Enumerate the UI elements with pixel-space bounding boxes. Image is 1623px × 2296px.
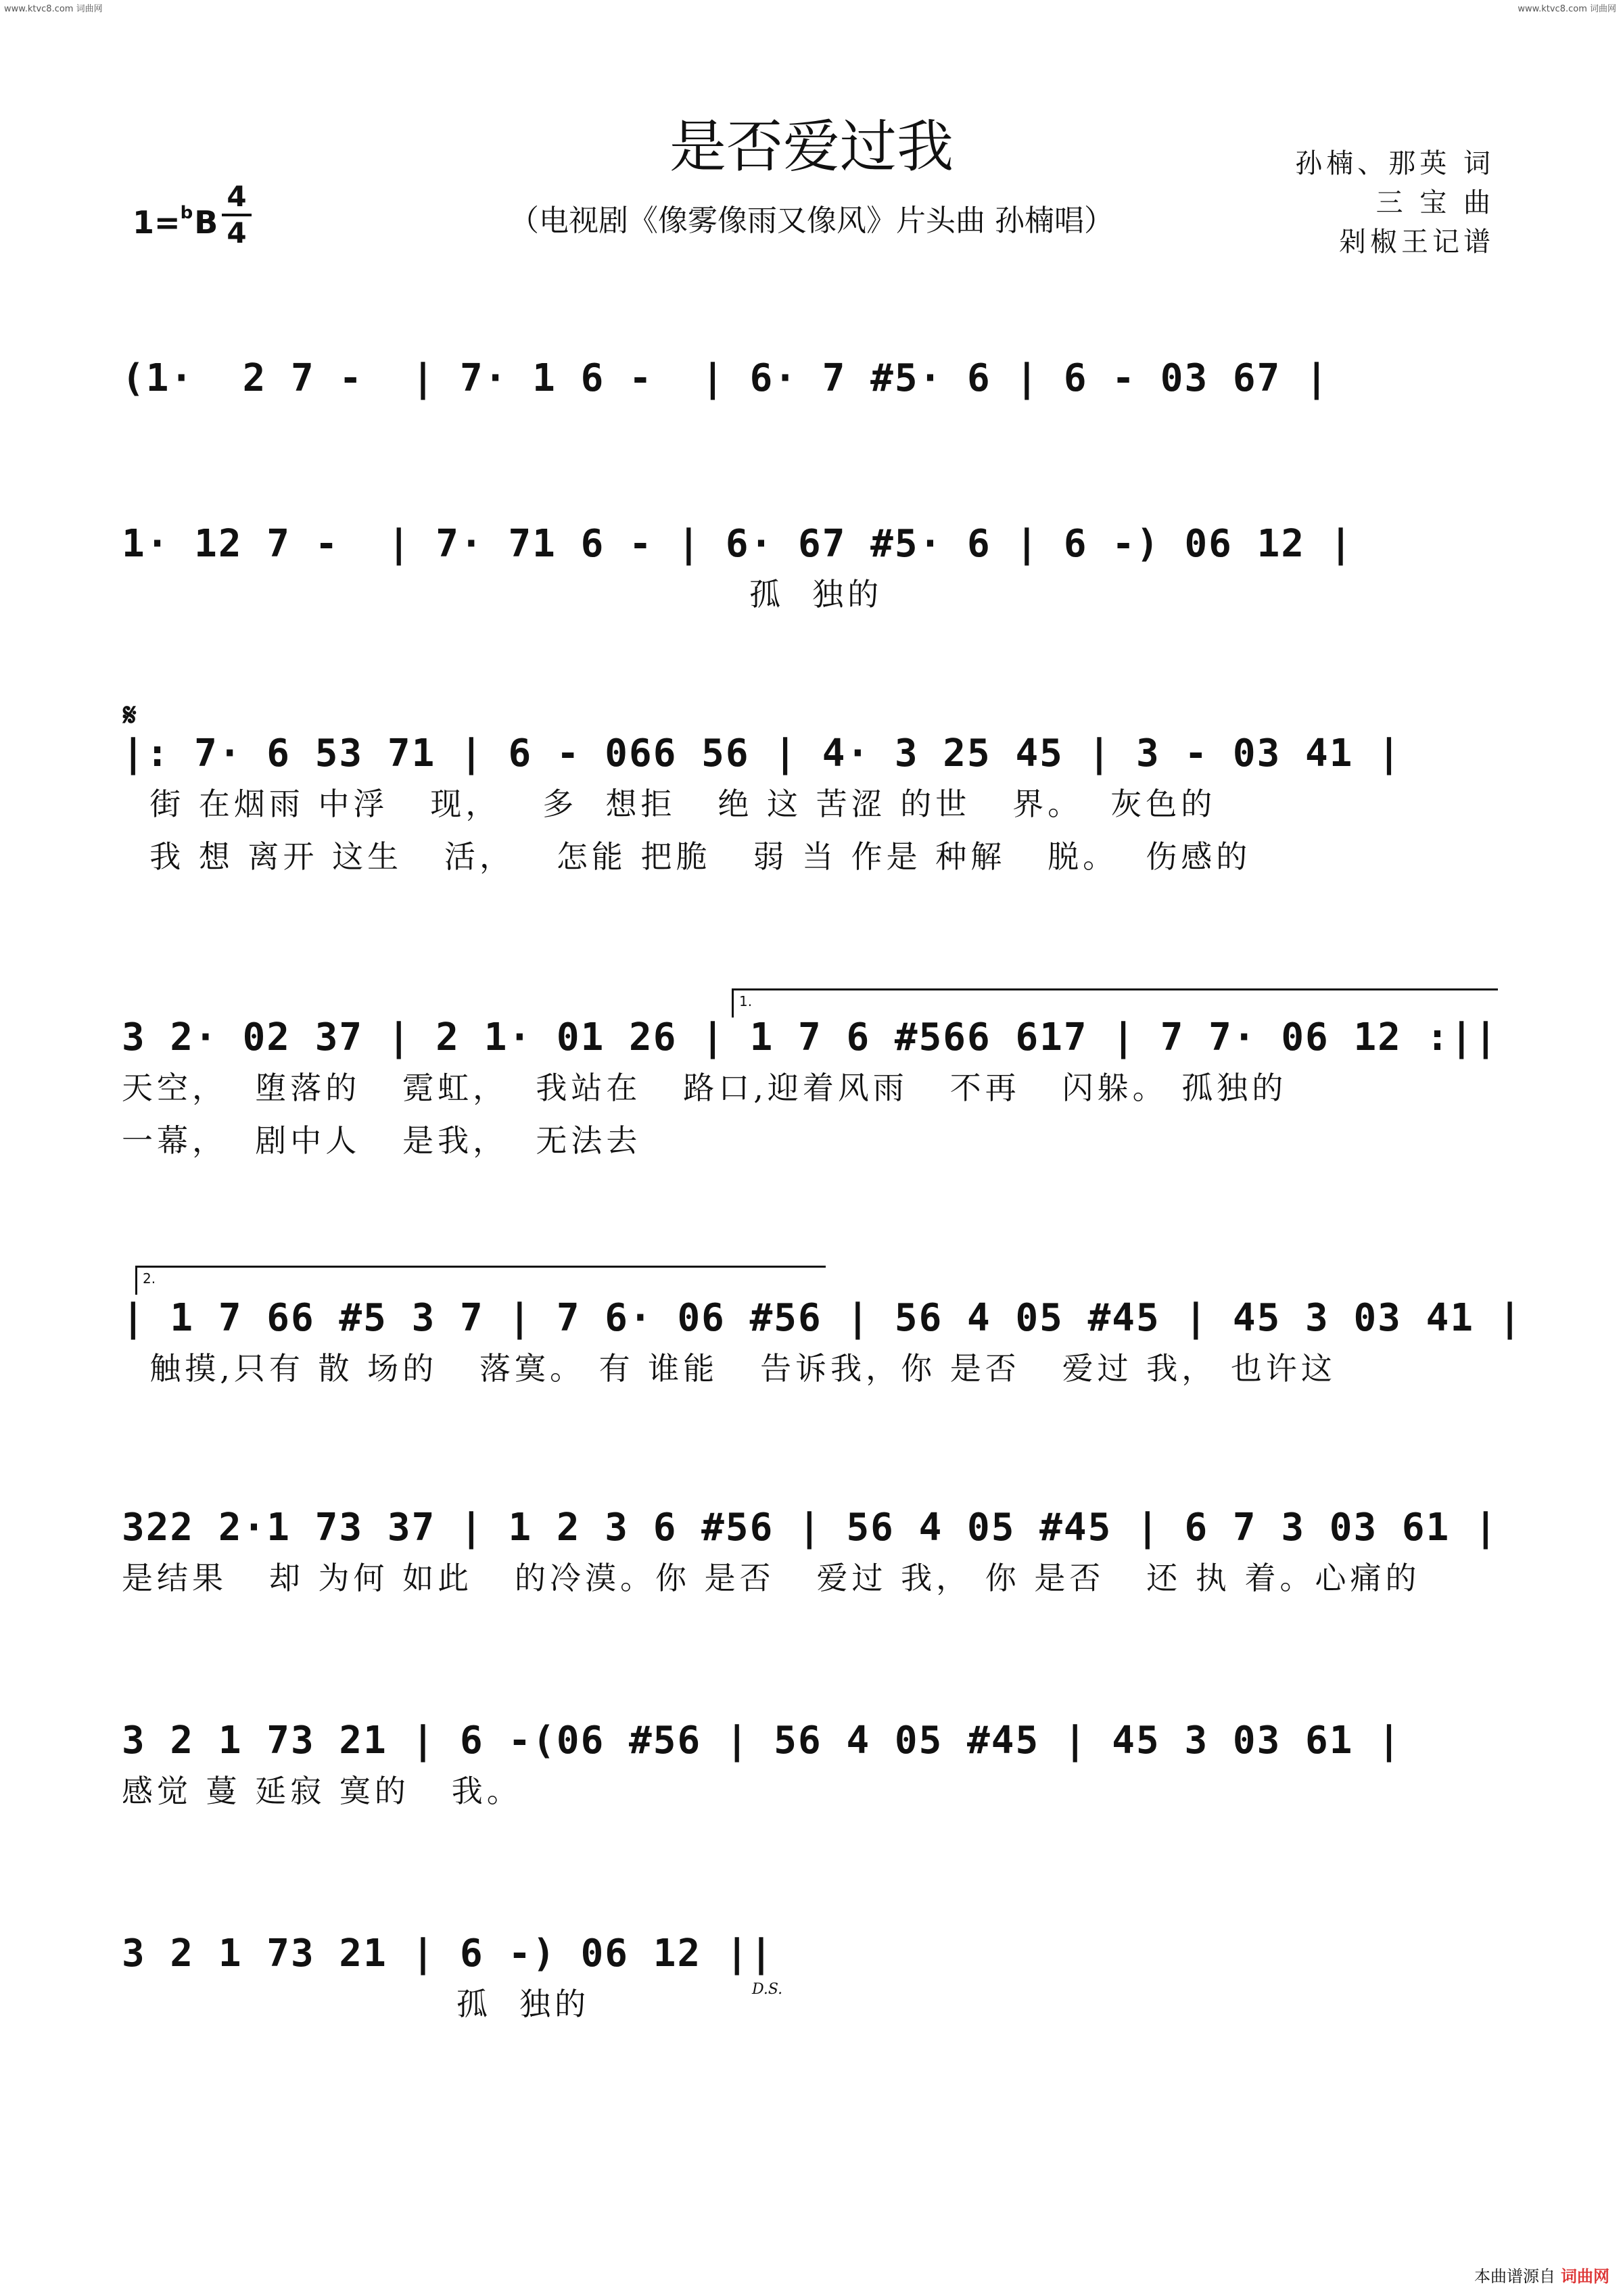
key-note: B xyxy=(194,204,218,241)
transcriber-credit: 剁椒王记谱 xyxy=(1339,226,1495,258)
staff-line-7 xyxy=(122,1717,1515,1817)
flat-icon: b xyxy=(180,203,193,223)
lyric-line: 孤 独的 xyxy=(122,576,883,613)
key-signature xyxy=(133,203,218,241)
ds-marking: D.S. xyxy=(752,1981,783,1998)
staff-line-2 xyxy=(122,521,1515,621)
volta-2-bracket xyxy=(135,1266,826,1295)
notes-line: | 1 7 66 #5 3 7 | 7 6· 06 #56 | 56 4 05 #45 | 45 3 03 41 | xyxy=(122,1296,1523,1340)
lyric-line: 触摸,只有 散 场的 落寞。 有 谁能 告诉我，你 是否 爱过 我， 也许这 xyxy=(122,1350,1336,1387)
notes-line: 322 2·1 73 37 | 1 2 3 6 #56 | 56 4 05 #45 | 6 7 3 03 61 | xyxy=(122,1506,1499,1550)
watermark-right: www.ktvc8.com 词曲网 xyxy=(1518,4,1616,14)
lyric-line: 感觉 蔓 延寂 寞的 我。 xyxy=(122,1773,522,1809)
notes-line: 3 2· 02 37 | 2 1· 01 26 | 1 7 6 #566 617 | 7 7· 06 12 :|| xyxy=(122,1015,1499,1059)
staff-line-6 xyxy=(122,1504,1515,1604)
segno-icon: 𝄋 xyxy=(123,696,137,733)
lyric-line: 是结果 却 为何 如此 的冷漠。你 是否 爱过 我， 你 是否 还 执 着。心痛的 xyxy=(122,1560,1421,1596)
staff-line-3 xyxy=(122,730,1515,883)
notes-line: 3 2 1 73 21 | 6 -) 06 12 || xyxy=(122,1932,774,1976)
lyric-line: 一幕， 剧中人 是我， 无法去 xyxy=(122,1122,642,1159)
time-signature xyxy=(222,181,252,249)
lyric-line: 孤 独的 xyxy=(122,1986,590,2022)
staff-line-8 xyxy=(122,1930,1515,2030)
notes-line: 3 2 1 73 21 | 6 -(06 #56 | 56 4 05 #45 | 45 3 03 61 | xyxy=(122,1719,1402,1763)
footer-source: 本曲谱源自 xyxy=(1474,2267,1555,2286)
time-denominator: 4 xyxy=(227,216,247,249)
volta-1-label: 1. xyxy=(739,993,753,1009)
volta-2-label: 2. xyxy=(143,1270,156,1287)
staff-line-4 xyxy=(122,1014,1515,1167)
watermark-left: www.ktvc8.com 词曲网 xyxy=(4,4,103,14)
time-numerator: 4 xyxy=(227,180,247,213)
song-title: 是否爱过我 xyxy=(669,114,954,180)
lyric-line: 街 在烟雨 中浮 现， 多 想拒 绝 这 苦涩 的世 界。 灰色的 xyxy=(122,786,1217,822)
lyricist-credit: 孙楠、那英 词 xyxy=(1295,148,1495,179)
notes-line: (1· 2 7 - | 7· 1 6 - | 6· 7 #5· 6 | 6 - 03 67 | xyxy=(122,356,1330,400)
footer-brand: 词曲网 xyxy=(1561,2267,1609,2286)
staff-line-1 xyxy=(122,355,1515,402)
lyric-line: 天空， 堕落的 霓虹， 我站在 路口,迎着风雨 不再 闪躲。 孤独的 xyxy=(122,1070,1288,1106)
volta-1-bracket xyxy=(732,988,1498,1018)
footer xyxy=(1474,2263,1609,2287)
composer-credit: 三 宝 曲 xyxy=(1375,187,1495,218)
lyric-line: 我 想 离开 这生 活， 怎能 把脆 弱 当 作是 种解 脱。 伤感的 xyxy=(122,838,1252,875)
key-prefix: 1= xyxy=(133,204,181,241)
notes-line: 1· 12 7 - | 7· 71 6 - | 6· 67 #5· 6 | 6 -) 06 12 | xyxy=(122,522,1354,566)
song-subtitle: （电视剧《像雾像雨又像风》片头曲 孙楠唱） xyxy=(509,204,1114,238)
staff-line-5 xyxy=(122,1295,1523,1395)
notes-line: |: 7· 6 53 71 | 6 - 066 56 | 4· 3 25 45 | 3 - 03 41 | xyxy=(122,732,1402,775)
